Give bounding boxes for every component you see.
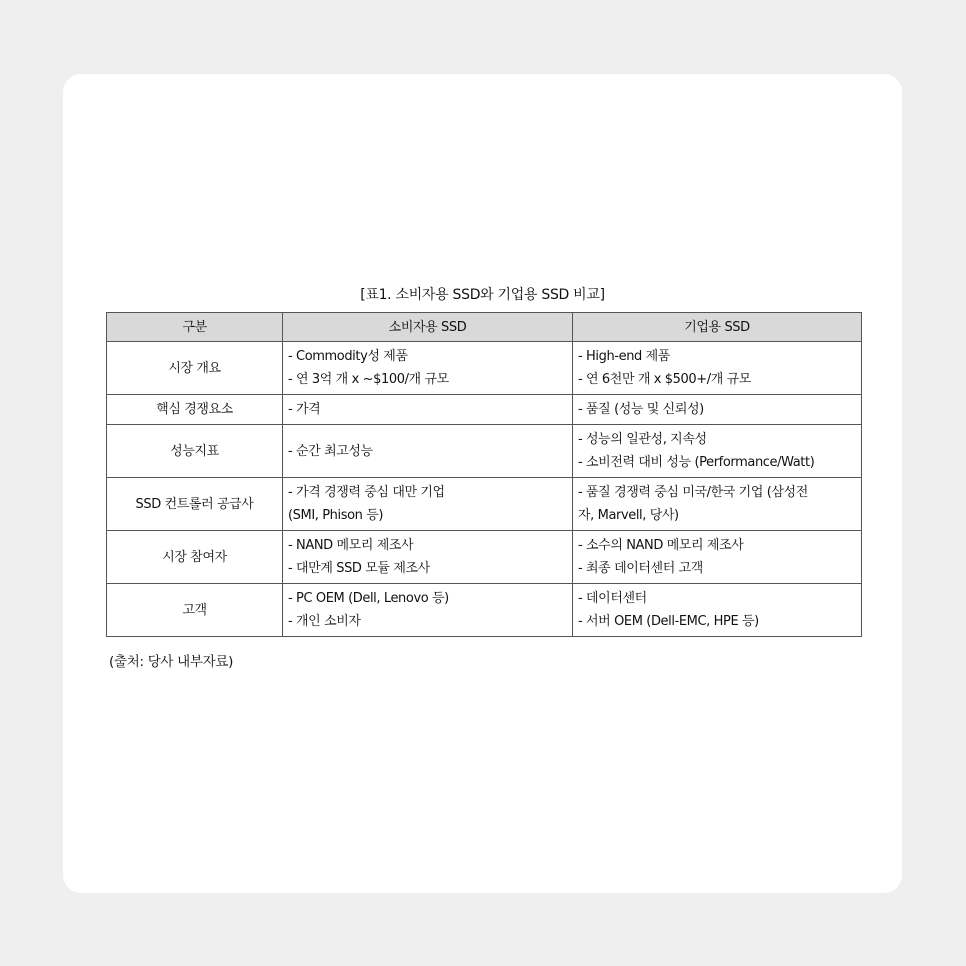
cell-line: - 서버 OEM (Dell-EMC, HPE 등)	[578, 614, 759, 629]
cell-line: - 순간 최고성능	[288, 443, 373, 459]
row-category: 시장 참여자	[107, 531, 283, 584]
cell-line: - Commodity성 제품	[288, 349, 408, 364]
table-row	[107, 478, 862, 531]
enterprise-cell	[573, 395, 862, 425]
row-category: 핵심 경쟁요소	[107, 395, 283, 425]
cell-line: - 연 6천만 개 x $500+/개 규모	[578, 372, 751, 387]
column-header-enterprise: 기업용 SSD	[573, 313, 862, 342]
enterprise-cell	[573, 531, 862, 584]
consumer-cell	[283, 395, 573, 425]
cell-line: (SMI, Phison 등)	[288, 508, 384, 523]
source-note: (출처: 당사 내부자료)	[109, 654, 234, 670]
cell-line: - 대만계 SSD 모듈 제조사	[288, 561, 430, 576]
column-header-consumer: 소비자용 SSD	[283, 313, 573, 342]
table-row	[107, 584, 862, 637]
row-category: 시장 개요	[107, 342, 283, 395]
cell-line: - 데이터센터	[578, 591, 647, 606]
cell-line: - 품질 경쟁력 중심 미국/한국 기업 (삼성전	[578, 485, 808, 500]
document-card	[63, 74, 902, 893]
consumer-cell	[283, 584, 573, 637]
table-row	[107, 425, 862, 478]
table-header-row	[107, 313, 862, 342]
cell-line: - 연 3억 개 x ~$100/개 규모	[288, 372, 449, 387]
enterprise-cell	[573, 342, 862, 395]
cell-line: - PC OEM (Dell, Lenovo 등)	[288, 591, 449, 606]
table-caption: [표1. 소비자용 SSD와 기업용 SSD 비교]	[360, 287, 605, 303]
table-row	[107, 395, 862, 425]
consumer-cell	[283, 478, 573, 531]
column-header-category: 구분	[107, 313, 283, 342]
cell-line: - 소비전력 대비 성능 (Performance/Watt)	[578, 455, 815, 470]
consumer-cell	[283, 531, 573, 584]
cell-line: - 가격	[288, 402, 321, 417]
cell-line: - 성능의 일관성, 지속성	[578, 432, 707, 447]
cell-line: - 소수의 NAND 메모리 제조사	[578, 538, 744, 553]
comparison-table	[106, 312, 862, 637]
consumer-cell	[283, 425, 573, 478]
cell-line: - 가격 경쟁력 중심 대만 기업	[288, 485, 445, 500]
enterprise-cell	[573, 584, 862, 637]
consumer-cell	[283, 342, 573, 395]
cell-line: - 개인 소비자	[288, 614, 361, 629]
table-row	[107, 342, 862, 395]
cell-line: - 최종 데이터센터 고객	[578, 561, 703, 576]
enterprise-cell	[573, 425, 862, 478]
cell-line: - NAND 메모리 제조사	[288, 538, 414, 553]
row-category: 성능지표	[107, 425, 283, 478]
enterprise-cell	[573, 478, 862, 531]
cell-line: - High-end 제품	[578, 349, 670, 364]
cell-line: - 품질 (성능 및 신뢰성)	[578, 402, 704, 417]
cell-line: 자, Marvell, 당사)	[578, 508, 679, 523]
row-category: 고객	[107, 584, 283, 637]
table-row	[107, 531, 862, 584]
row-category: SSD 컨트롤러 공급사	[107, 478, 283, 531]
